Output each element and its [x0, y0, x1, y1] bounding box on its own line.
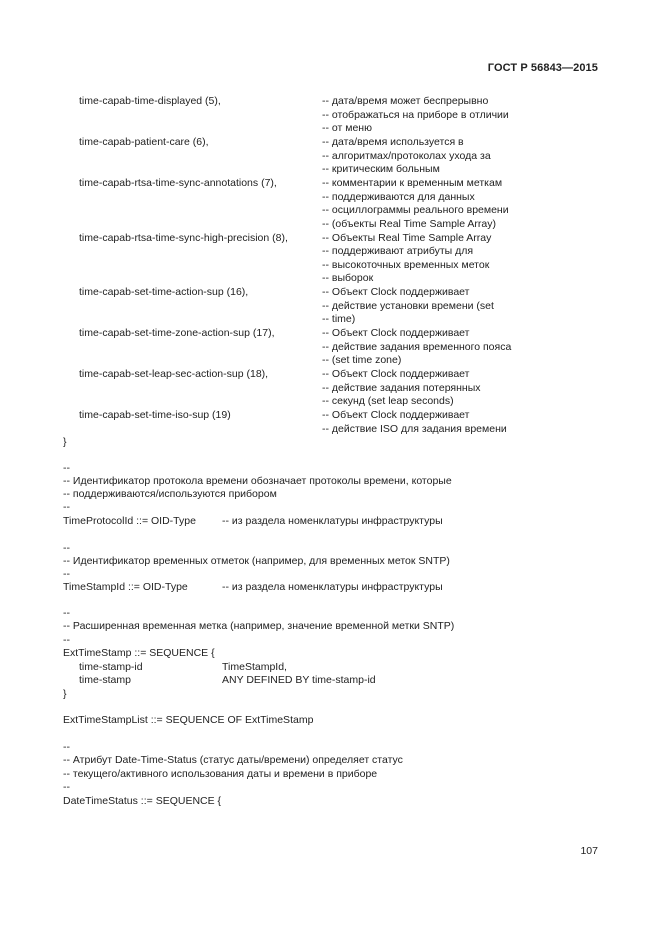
capability-comment: -- секунд (set leap seconds)	[322, 395, 454, 407]
field-name: time-stamp-id	[79, 661, 143, 673]
page-number: 107	[580, 845, 598, 857]
capability-comment: -- выборок	[322, 272, 374, 284]
field-type: ANY DEFINED BY time-stamp-id	[222, 674, 376, 686]
capability-comment: -- отображаться на приборе в отличии	[322, 109, 509, 121]
capability-comment: -- Объект Clock поддерживает	[322, 368, 470, 380]
capability-comment: -- критическим больным	[322, 163, 440, 175]
type-definition: ExtTimeStamp ::= SEQUENCE {	[63, 647, 215, 659]
capability-name: time-capab-rtsa-time-sync-annotations (7),	[79, 177, 277, 189]
field-type: TimeStampId,	[222, 661, 287, 673]
capability-name: time-capab-set-time-action-sup (16),	[79, 286, 249, 298]
type-definition: DateTimeStatus ::= SEQUENCE {	[63, 795, 222, 807]
comment-line: -- поддерживаются/используются прибором	[63, 488, 277, 500]
definition-comment: -- из раздела номенклатуры инфраструктуры	[222, 515, 443, 527]
capability-comment: -- time)	[322, 313, 356, 325]
capability-comment: -- действие ISO для задания времени	[322, 423, 507, 435]
capability-comment: -- поддерживают атрибуты для	[322, 245, 474, 257]
comment-line: --	[63, 607, 70, 619]
capability-name: time-capab-set-time-zone-action-sup (17),	[79, 327, 275, 339]
comment-line: --	[63, 568, 70, 580]
type-definition: ExtTimeStampList ::= SEQUENCE OF ExtTimeStamp	[63, 714, 314, 726]
capability-comment: -- Объект Clock поддерживает	[322, 409, 470, 421]
capability-comment: -- дата/время используется в	[322, 136, 464, 148]
comment-line: -- текущего/активного использования даты и времени в приборе	[63, 768, 378, 780]
capability-comment: -- действие задания потерянных	[322, 382, 481, 394]
definition-comment: -- из раздела номенклатуры инфраструктуры	[222, 581, 443, 593]
capability-comment: -- поддерживаются для данных	[322, 191, 475, 203]
capability-comment: -- действие задания временного пояса	[322, 341, 512, 353]
comment-line: --	[63, 781, 70, 793]
capability-comment: -- (объекты Real Time Sample Array)	[322, 218, 497, 230]
capability-name: time-capab-patient-care (6),	[79, 136, 209, 148]
comment-line: -- Идентификатор временных отметок (например, для временных меток SNTP)	[63, 555, 450, 567]
type-definition: TimeStampId ::= OID-Type	[63, 581, 188, 593]
capability-comment: -- комментарии к временным меткам	[322, 177, 503, 189]
capability-comment: -- осциллограммы реального времени	[322, 204, 509, 216]
comment-line: --	[63, 462, 70, 474]
closing-brace: }	[63, 688, 67, 700]
capability-comment: -- (set time zone)	[322, 354, 402, 366]
comment-line: --	[63, 634, 70, 646]
capability-comment: -- действие установки времени (set	[322, 300, 494, 312]
closing-brace: }	[63, 436, 67, 448]
capability-name: time-capab-set-time-iso-sup (19)	[79, 409, 231, 421]
capability-name: time-capab-time-displayed (5),	[79, 95, 221, 107]
capability-comment: -- от меню	[322, 122, 372, 134]
capability-comment: -- дата/время может беспрерывно	[322, 95, 489, 107]
comment-line: -- Идентификатор протокола времени обозначает протоколы времени, которые	[63, 475, 452, 487]
comment-line: -- Атрибут Date-Time-Status (статус даты/времени) определяет статус	[63, 754, 403, 766]
document-id-header: ГОСТ Р 56843—2015	[487, 62, 598, 74]
capability-comment: -- Объект Clock поддерживает	[322, 286, 470, 298]
capability-name: time-capab-rtsa-time-sync-high-precision (8),	[79, 232, 288, 244]
comment-line: --	[63, 501, 70, 513]
capability-comment: -- алгоритмах/протоколах ухода за	[322, 150, 491, 162]
comment-line: --	[63, 741, 70, 753]
field-name: time-stamp	[79, 674, 131, 686]
comment-line: --	[63, 542, 70, 554]
capability-comment: -- высокоточных временных меток	[322, 259, 490, 271]
capability-comment: -- Объекты Real Time Sample Array	[322, 232, 492, 244]
comment-line: -- Расширенная временная метка (например, значение временной метки SNTP)	[63, 620, 455, 632]
type-definition: TimeProtocolId ::= OID-Type	[63, 515, 196, 527]
capability-name: time-capab-set-leap-sec-action-sup (18),	[79, 368, 269, 380]
capability-comment: -- Объект Clock поддерживает	[322, 327, 470, 339]
